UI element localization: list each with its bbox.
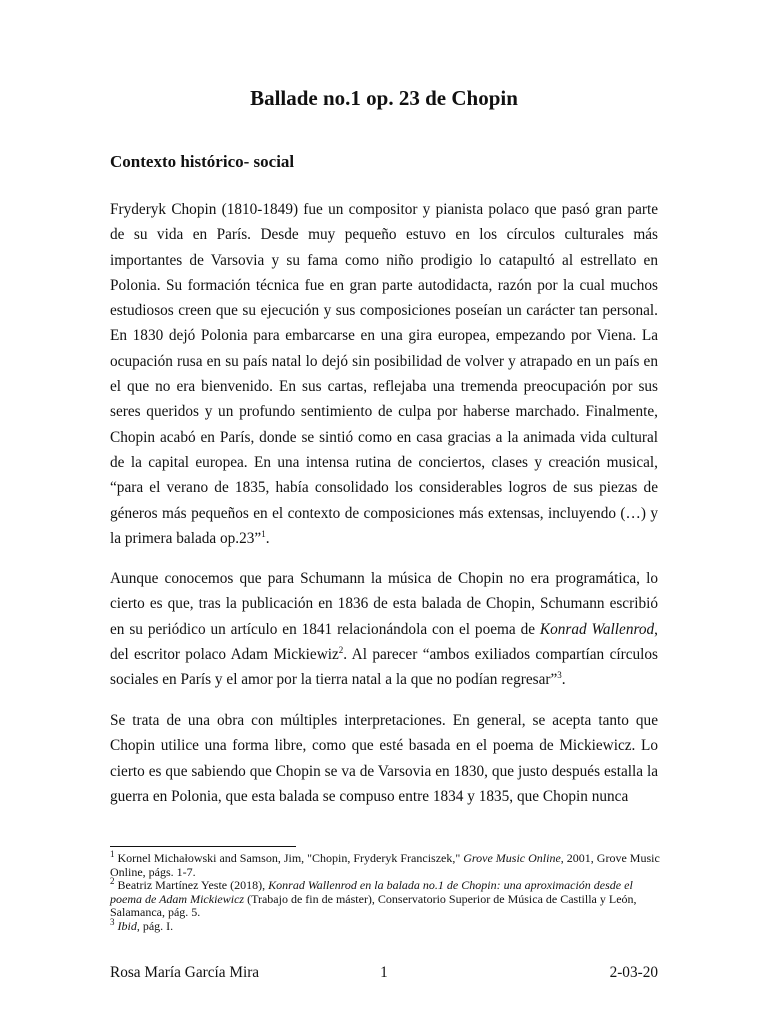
footnote-1-number: 1 <box>110 849 115 859</box>
footnote-2-text-b: (Trabajo de fin de máster), Conservatorio Superior de Música de Castilla y León, Salamanca, pág. 5. <box>110 891 637 919</box>
footnote-3-number: 3 <box>110 916 115 927</box>
footnote-ref-2[interactable]: 2 <box>338 644 344 655</box>
paragraph-1-tail: . <box>265 529 270 547</box>
footer-date: 2-03-20 <box>609 964 658 981</box>
footnote-separator <box>110 846 296 847</box>
section-heading: Contexto histórico- social <box>110 152 295 171</box>
document-title: Ballade no.1 op. 23 de Chopin <box>250 86 518 110</box>
poem-title-italic: Konrad Wallenrod <box>539 620 655 638</box>
paragraph-2-text-a: Aunque conocemos que para Schumann la música de Chopin no era programática, lo cierto es que, tras la publicación en 1836 de esta balada de Chopin, Schumann escribió en su periódico un artículo en 1841 relacionándola con el poema de <box>110 570 658 638</box>
footnote-1-text-a: Kornel Michałowski and Samson, Jim, "Chopin, Fryderyk Franciszek," <box>114 851 464 865</box>
paragraph-3-text: Se trata de una obra con múltiples interpretaciones. En general, se acepta tanto que Chopin utilice una forma libre, como que esté basada en el poema de Mickiewicz. Lo cierto es que sabiendo que Chopin se va de Varsovia en 1830, que justo después estalla la guerra en Polonia, que esta balada se compuso entre 1834 y 1835, que Chopin nunca <box>110 712 658 805</box>
page-number: 1 <box>380 964 388 981</box>
footnote-3-italic: Ibid <box>117 918 137 933</box>
paragraph-2-text-c: . Al parecer “ambos exiliados compartían círculos sociales en París y el amor por la tierra natal a la que no podían regresar” <box>110 645 658 689</box>
footer-author: Rosa María García Mira <box>110 964 260 981</box>
footnote-3-text-b: , pág. I. <box>136 918 174 933</box>
paragraph-2-text-b: , del escritor polaco Adam Mickiewiz <box>110 620 658 663</box>
paragraph-3 <box>110 708 658 809</box>
footnote-ref-3[interactable]: 3 <box>557 670 562 681</box>
paragraph-2-tail: . <box>561 671 566 689</box>
paragraph-1-text: Fryderyk Chopin (1810-1849) fue un compositor y pianista polaco que pasó gran parte de su vida en París. Desde muy pequeño estuvo en los círculos culturales más importantes de Varsovia y su fama como niño prodigio lo catapultó al estrellato en Polonia. Su formación técnica fue en gran parte autodidacta, razón por la cual muchos estudiosos creen que su ejecución y sus composiciones poseían un carácter tan personal. En 1830 dejó Polonia para embarcarse en una gira europea, empezando por Viena. La ocupación rusa en su país natal lo dejó sin posibilidad de volver y atrapado en un país en el que no era bienvenido. En sus cartas, reflejaba una tremenda preocupación por sus seres queridos y un profundo sentimiento de culpa por haberse marchado. Finalmente, Chopin acabó en París, donde se sintió como en casa gracias a la animada vida cultural de la capital europea. En una intensa rutina de conciertos, clases y creación musical, “para el verano de 1835, había consolidado los considerables logros de sus piezas de géneros más pequeños en el contexto de composiciones más extensas, incluyendo (…) y la primera balada op.23” <box>110 201 658 547</box>
paragraph-2 <box>110 566 658 692</box>
footnote-1-text-b: , 2001, Grove Music Online, págs. 1-7. <box>110 851 660 879</box>
footnotes-block <box>110 849 660 933</box>
paragraph-1 <box>110 197 658 551</box>
footnote-1-italic: Grove Music Online <box>463 851 561 865</box>
footnote-2-number: 2 <box>110 876 115 886</box>
footnote-2 <box>110 876 660 920</box>
page-footer <box>0 964 768 984</box>
footnote-ref-1[interactable]: 1 <box>261 528 266 539</box>
footnote-3 <box>110 916 660 934</box>
footnote-2-italic: Konrad Wallenrod en la balada no.1 de Chopin: una aproximación desde el poema de Adam Mickiewicz <box>110 878 633 906</box>
footnote-1 <box>110 849 660 879</box>
footnote-2-text-a: Beatriz Martínez Yeste (2018), <box>114 878 269 892</box>
